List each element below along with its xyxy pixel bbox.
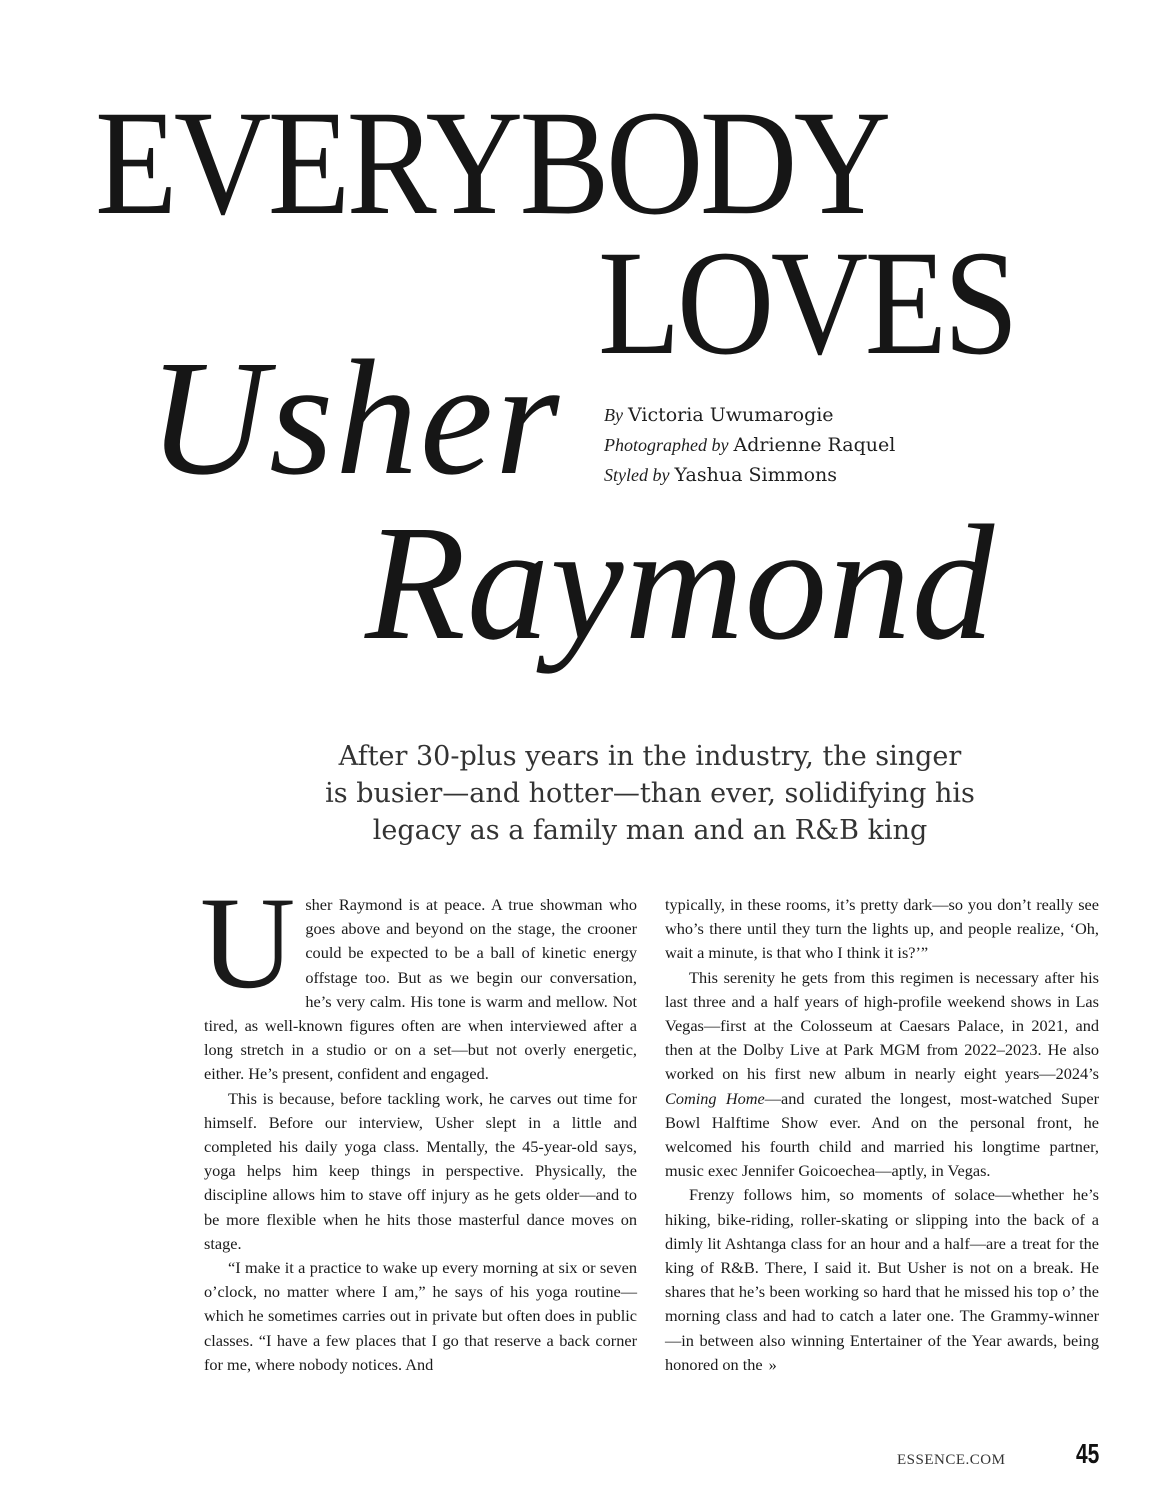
body-paragraph <box>200 869 637 1087</box>
footer-site-name: ESSENCE.COM <box>897 1452 1006 1468</box>
body-column-right <box>665 893 1099 1377</box>
credit-name: Adrienne Raquel <box>733 434 896 456</box>
credit-writer <box>604 400 895 430</box>
paragraph-text: —and curated the longest, most-watched Super Bowl Halftime Show ever. And on the personal front, he welcomed his fourth child and married his longtime partner, music exec Jennifer Goicoechea—aptly, in Vegas. <box>665 1088 1099 1181</box>
dek-line: After 30-plus years in the industry, the singer <box>338 741 962 772</box>
headline-line-1: EVERYBODY <box>95 80 888 246</box>
page-number: 45 <box>1076 1438 1100 1469</box>
drop-cap: U <box>200 869 296 1016</box>
paragraph-text: sher Raymond is at peace. A true showman who goes above and beyond on the stage, the crooner could be expected to be a ball of kinetic energy offstage too. But as we begin our conversation, he’s very calm. His tone is warm and mellow. Not tired, as well-known figures often are when interviewed after a long stretch in a studio or on a set—but not overly energetic, either. He’s present, confident and engaged. <box>204 895 637 1084</box>
credit-name: Victoria Uwumarogie <box>627 404 834 426</box>
credit-role: Photographed by <box>604 435 729 455</box>
body-paragraph: typically, in these rooms, it’s pretty dark—so you don’t really see who’s there until they turn the lights up, and people realize, ‘Oh, wait a minute, is that who I think it is?’” <box>665 895 1099 963</box>
paragraph-text: Frenzy follows him, so moments of solace—whether he’s hiking, bike-riding, roller-skating or slipping into the back of a dimly lit Ashtanga class for an hour and a half—are a treat for the king of R&B. There, I said it. But Usher is not on a break. He shares that he’s been working so hard that he missed his top o’ the morning class and had to catch a later one. The Grammy-winner—in between also winning Entertainer of the Year awards, being honored on the <box>665 1185 1099 1374</box>
headline-script-first-name: Usher <box>148 326 562 509</box>
dek-line: legacy as a family man and an R&B king <box>372 815 928 846</box>
body-paragraph <box>665 966 1099 1184</box>
continue-arrow-icon: » <box>768 1354 777 1374</box>
article-dek <box>300 738 1000 849</box>
credit-photographer <box>604 430 895 460</box>
album-title: Coming Home <box>665 1088 765 1108</box>
credit-role: Styled by <box>604 465 670 485</box>
dek-line: is busier—and hotter—than ever, solidifying his <box>325 778 975 809</box>
body-column-left <box>200 869 637 1377</box>
credit-role: By <box>604 405 623 425</box>
body-paragraph: “I make it a practice to wake up every morning at six or seven o’clock, no matter where I am,” he says of his yoga routine—which he sometimes carries out in private but often does in public classes. “I have a few places that I go that reserve a back corner for me, where nobody notices. And <box>204 1258 637 1374</box>
body-paragraph: This is because, before tackling work, he carves out time for himself. Before our interview, Usher slept in a little and completed his daily yoga class. Mentally, the 45-year-old says, yoga helps him keep things in perspective. Physically, the discipline allows him to stave off injury as he gets older—and to be more flexible when he hits those masterful dance moves on stage. <box>204 1088 637 1253</box>
headline-script-last-name: Raymond <box>365 491 996 674</box>
credit-name: Yashua Simmons <box>674 464 838 486</box>
body-paragraph <box>665 1183 1099 1377</box>
paragraph-text: This serenity he gets from this regimen is necessary after his last three and a half years of high-profile weekend shows in Las Vegas—first at the Colosseum at Caesars Palace, in 2021, and then at the Dolby Live at Park MGM from 2022–2023. He also worked on his first new album in nearly eight years—2024’s <box>665 967 1099 1084</box>
byline-credits <box>604 400 895 490</box>
headline-line-2: LOVES <box>598 220 1015 386</box>
credit-stylist <box>604 460 895 490</box>
